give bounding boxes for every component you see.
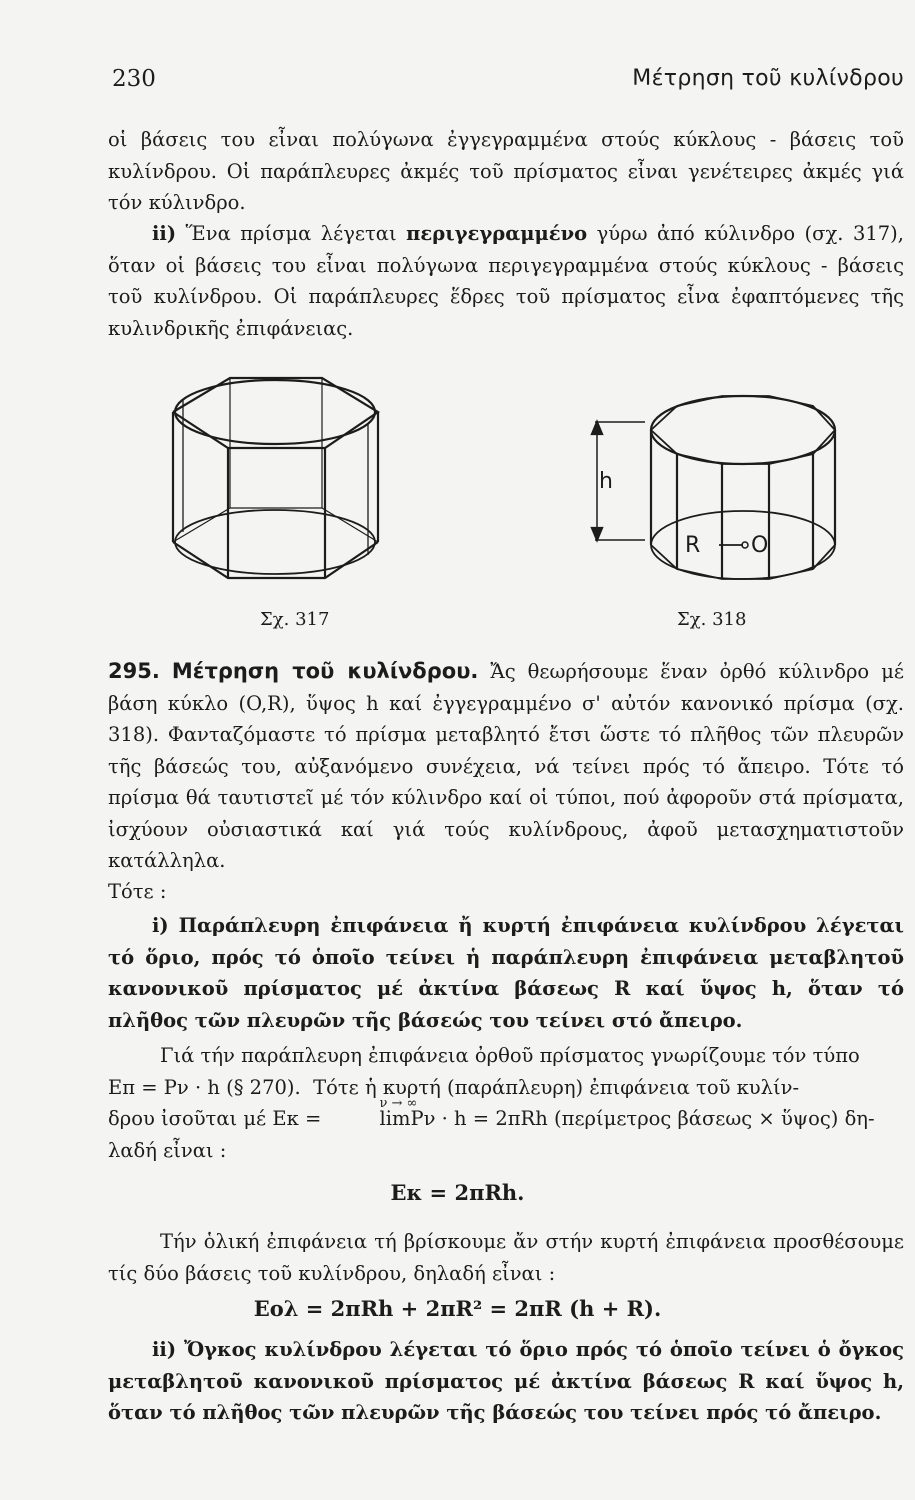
fig318-arrow-head-top: [592, 422, 602, 434]
def-marker: ii): [152, 222, 177, 245]
figure-318: [585, 380, 845, 595]
definition-lateral-surface: [108, 910, 904, 1036]
fig317-bottom-hidden-edges: [173, 508, 378, 542]
section-number: 295.: [108, 659, 160, 683]
figure-318-caption: Σχ. 318: [677, 609, 747, 630]
lateral-line2-rest: Τότε ἡ κυρτή (παράπλευρη) ἐπιφάνεια τοῦ κυλίν-: [313, 1075, 800, 1099]
def-lateral-text: Παράπλευρη ἐπιφάνεια ἤ κυρτή ἐπιφάνεια κυλίνδρου λέγεται τό ὅριο, πρός τό ὁποῖο τείνει ἡ παράπλευρη ἐπιφάνεια μεταβλητοῦ κανονικοῦ πρίσματος μέ ἀκτίνα βάσεως R καί ὕψος h, ὅταν τό πλῆθος τῶν πλευρῶν τῆς βάσεώς του τείνει στό ἄπειρο.: [108, 914, 904, 1032]
perimeter-times-height: (περίμετρος βάσεως × ὕψος) δη-: [554, 1107, 875, 1130]
limit-word: lim: [379, 1107, 411, 1130]
definition-circumscribed-prism: [108, 218, 904, 344]
formula-lateral-surface: Eκ = 2πRh.: [390, 1180, 525, 1205]
limit-subscript: ν → ∞: [379, 1096, 418, 1111]
fig317-bottom-hexagon: [173, 542, 378, 578]
page-header: [112, 66, 904, 102]
page-number: 230: [112, 66, 156, 92]
section-title: Μέτρηση τοῦ κυλίνδρου.: [171, 659, 479, 683]
lateral-line3-start: δρου ἰσοῦται μέ: [108, 1107, 267, 1130]
def-volume-text: Ὄγκος κυλίνδρου λέγεται τό ὅριο πρός τό ὁποῖο τείνει ὁ ὄγκος μεταβλητοῦ κανονικοῦ πρίσματος μέ ἀκτίνα βάσεως R καί ὕψος h, ὅταν τό πλῆθος τῶν πλευρῶν τῆς βάσεώς του τείνει πρός τό ἄπειρο.: [108, 1338, 904, 1424]
limit-operator: [328, 1096, 418, 1135]
def-marker: ii): [152, 1338, 177, 1361]
lim-formula-right: Pν · h = 2πRh: [410, 1107, 548, 1130]
section-295-paragraph: [108, 656, 904, 877]
total-surface-paragraph: Τήν ὁλική ἐπιφάνεια τή βρίσκουμε ἄν στήν κυρτή ἐπιφάνεια προσθέσουμε τίς δύο βάσεις τοῦ κυλίνδρου, δηλαδή εἶναι :: [108, 1230, 904, 1285]
intro-paragraph: οἱ βάσεις του εἶναι πολύγωνα ἐγγεγραμμένα στούς κύκλους - βάσεις τοῦ κυλίνδρου. Οἱ παράπλευρες ἀκμές τοῦ πρίσματος εἶναι γενέτειρες ἀκμές γιά τόν κύλινδρο.: [108, 128, 904, 214]
lim-formula-left: Eκ =: [272, 1107, 328, 1130]
fig318-label-R: R: [685, 533, 701, 558]
definition-volume: [108, 1334, 904, 1429]
def-term: περιγεγραμμένο: [406, 222, 588, 245]
fig318-arrow-head-bottom: [592, 528, 602, 540]
section-295-body: Ἄς θεωρήσουμε ἕναν ὀρθό κύλινδρο μέ βάση κύκλο (O,R), ὕψος h καί ἐγγεγραμμένο σ' αὐτόν κανονικό πρίσμα (σχ. 318). Φανταζόμαστε τό πρίσμα μεταβλητό ἔτσι ὥστε τό πλῆθος τῶν πλευρῶν τῆς βάσεώς του, αὐξανόμενο συνέχεια, νά τείνει πρός τό ἄπειρο. Τότε τό πρίσμα θά ταυτιστεῖ μέ τόν κύλινδρο καί οἱ τύποι, πού ἀφοροῦν στά πρίσματα, ἰσχύουν οὐσιαστικά καί γιά τούς κυλίνδρους, ἀφοῦ μετασχηματιστοῦν κατάλληλα.: [108, 660, 904, 872]
tote-line: Τότε :: [108, 880, 167, 903]
lateral-line1: Γιά τήν παράπλευρη ἐπιφάνεια ὀρθοῦ πρίσματος γνωρίζουμε τόν τύπο: [160, 1044, 860, 1067]
lateral-formula-paragraph: [108, 1040, 904, 1166]
def-text-before: Ἕνα πρίσμα λέγεται: [185, 222, 407, 245]
fig318-bottom-polygon: [651, 545, 835, 579]
lateral-line4: λαδή εἶναι :: [108, 1138, 227, 1162]
fig318-label-h: h: [599, 469, 613, 494]
def-marker: i): [152, 914, 169, 937]
section-reference: (§ 270).: [226, 1075, 301, 1099]
formula-total-surface: Eολ = 2πRh + 2πR² = 2πR (h + R).: [253, 1296, 662, 1321]
figure-317-caption: Σχ. 317: [260, 609, 330, 630]
prism-lateral-formula: Eπ = Pν · h: [108, 1075, 220, 1099]
fig318-label-O: O: [751, 533, 769, 558]
def-text-after: γύρω ἀπό κύλινδρο (σχ. 317), ὅταν οἱ βάσεις του εἶναι πολύγωνα περιγεγραμμένα στούς κύκλους - βάσεις τοῦ κυλίνδρου. Οἱ παράπλευρες ἕδρες τοῦ πρίσματος εἶνα ἐφαπτόμενες τῆς κυλινδρικῆς ἐπιφάνειας.: [108, 222, 904, 340]
figure-317: [160, 372, 400, 597]
running-title: Μέτρηση τοῦ κυλίνδρου: [632, 66, 904, 91]
